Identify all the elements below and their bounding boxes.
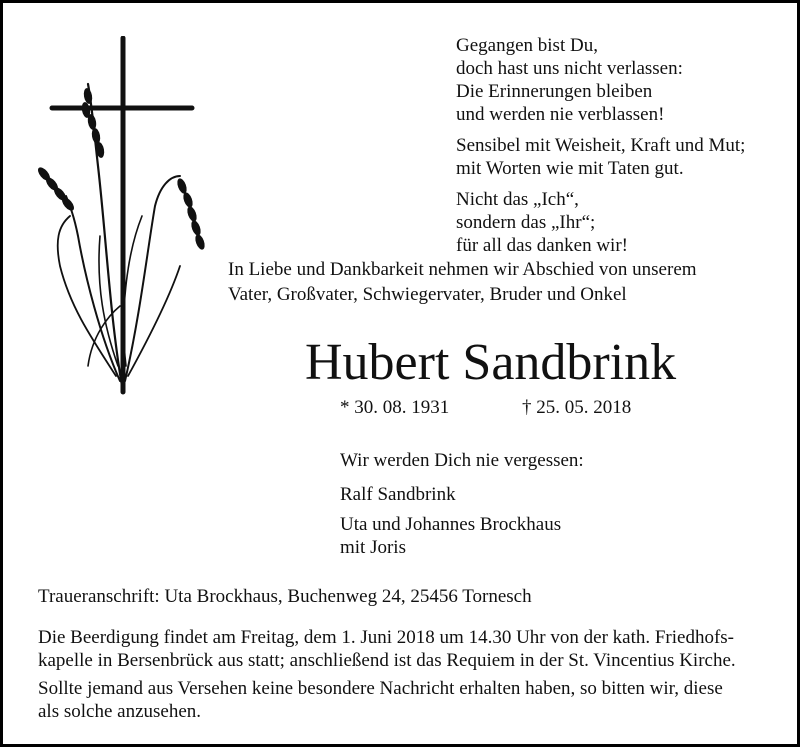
intro-line: In Liebe und Dankbarkeit nehmen wir Abschied von unserem bbox=[228, 259, 697, 280]
death-date: † 25. 05. 2018 bbox=[522, 397, 632, 418]
mourner-name: mit Joris bbox=[340, 537, 406, 558]
funeral-line: Die Beerdigung findet am Freitag, dem 1. Juni 2018 um 14.30 Uhr von der kath. Friedhofs- bbox=[38, 627, 735, 648]
poem-line: Die Erinnerungen bleiben bbox=[456, 81, 653, 102]
poem-line: mit Worten wie mit Taten gut. bbox=[456, 158, 684, 179]
poem-stanza bbox=[456, 134, 745, 180]
notice-line: Sollte jemand aus Versehen keine besondere Nachricht erhalten haben, so bitten wir, diese bbox=[38, 678, 723, 699]
poem-line: Gegangen bist Du, bbox=[456, 35, 598, 56]
funeral-info bbox=[38, 626, 736, 672]
intro-line: Vater, Großvater, Schwiegervater, Bruder und Onkel bbox=[228, 284, 627, 305]
mourning-address: Traueranschrift: Uta Brockhaus, Buchenweg 24, 25456 Tornesch bbox=[38, 586, 532, 607]
notice-line: als solche anzusehen. bbox=[38, 701, 202, 722]
mourner-name: Uta und Johannes Brockhaus bbox=[340, 514, 562, 535]
mourners-heading: Wir werden Dich nie vergessen: bbox=[340, 450, 584, 471]
poem-line: für all das danken wir! bbox=[456, 235, 628, 256]
funeral-line: kapelle in Bersenbrück aus statt; anschließend ist das Requiem in der St. Vincentius Kirche. bbox=[38, 650, 736, 671]
poem-line: sondern das „Ihr“; bbox=[456, 212, 596, 233]
poem-line: Sensibel mit Weisheit, Kraft und Mut; bbox=[456, 135, 746, 156]
poem-line: doch hast uns nicht verlassen: bbox=[456, 58, 683, 79]
poem-stanza bbox=[456, 188, 745, 257]
notice bbox=[38, 677, 723, 723]
poem-line: und werden nie verblassen! bbox=[456, 104, 665, 125]
deceased-name: Hubert Sandbrink bbox=[305, 334, 677, 391]
mourner-name: Ralf Sandbrink bbox=[340, 484, 456, 505]
birth-date: * 30. 08. 1931 bbox=[340, 397, 450, 418]
poem bbox=[456, 34, 745, 265]
cross-with-wheat-icon bbox=[30, 36, 220, 396]
poem-line: Nicht das „Ich“, bbox=[456, 189, 579, 210]
poem-stanza bbox=[456, 34, 745, 126]
